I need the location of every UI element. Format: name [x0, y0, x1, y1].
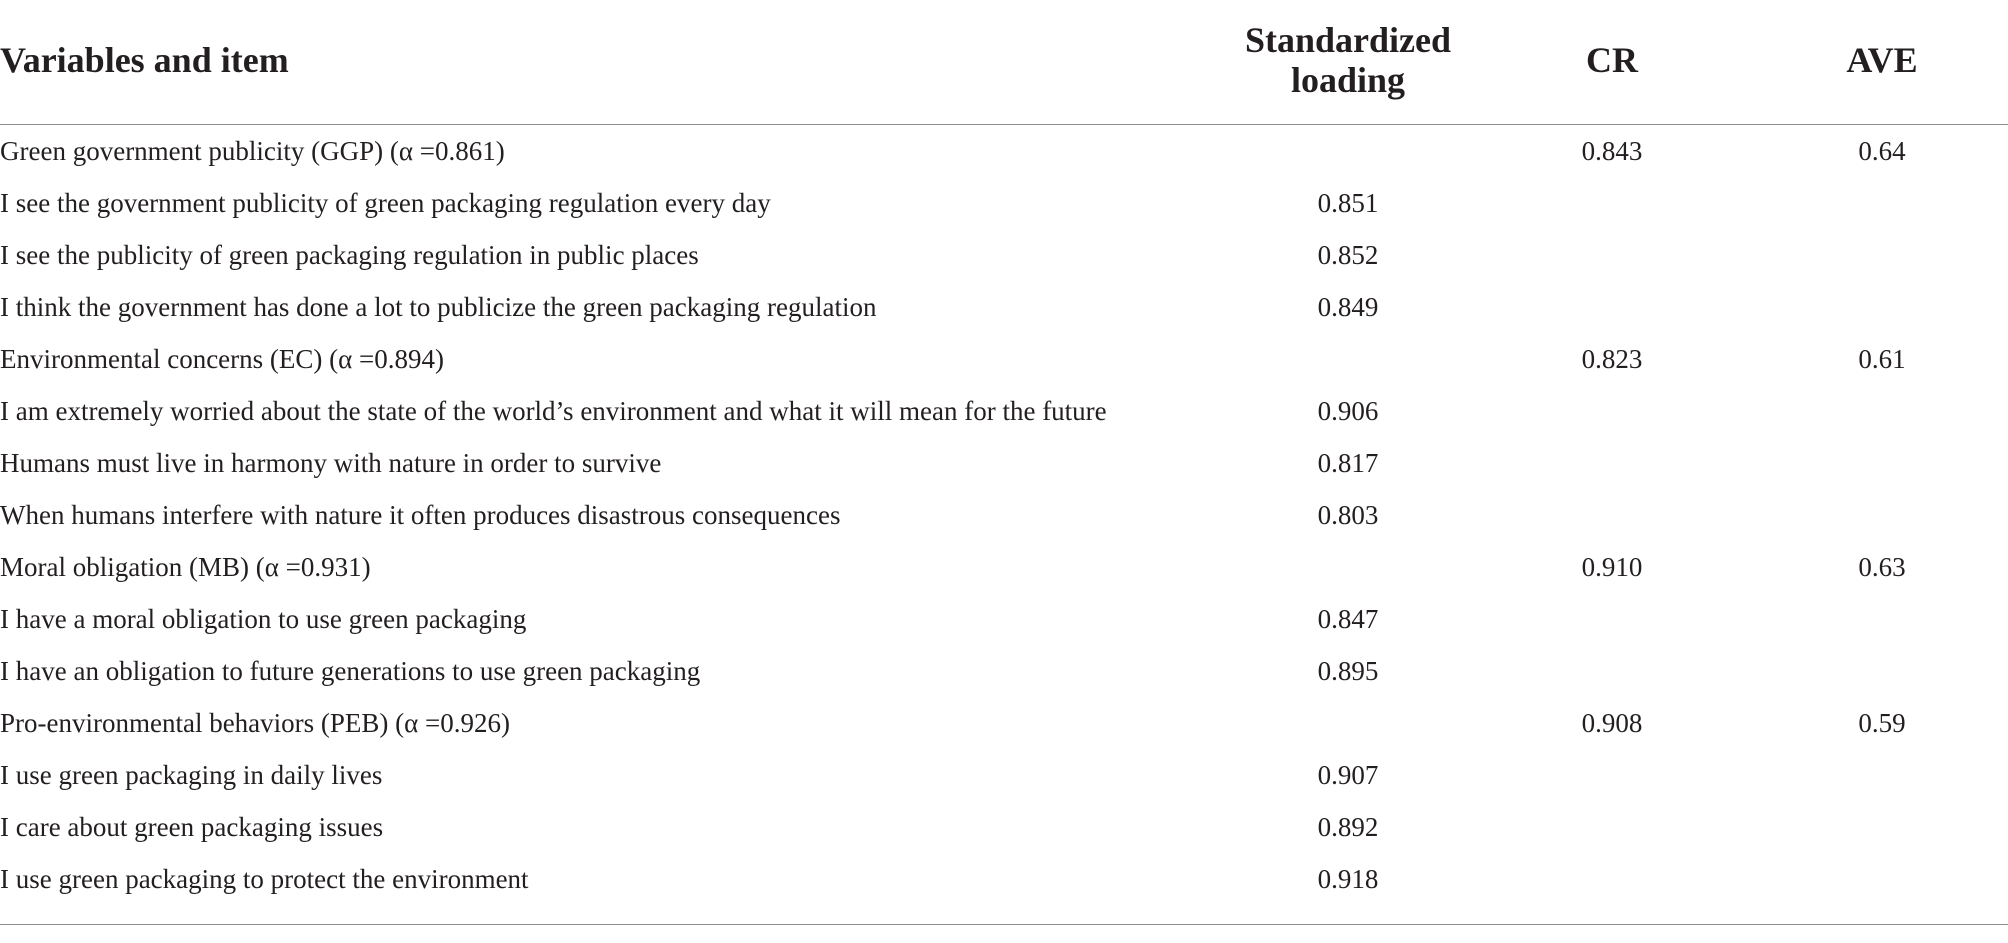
table-row [0, 177, 2008, 229]
cell-standardized-loading: 0.918 [1317, 864, 1379, 894]
cell-item: Moral obligation (MB) (α =0.931) [0, 552, 371, 582]
table-body [0, 125, 2008, 905]
table-row [0, 853, 2008, 905]
cell-standardized-loading: 0.817 [1317, 448, 1379, 478]
table-row [0, 541, 2008, 593]
cell-item: I see the government publicity of green packaging regulation every day [0, 188, 771, 218]
cell-ave: 0.61 [1858, 344, 1906, 374]
cell-standardized-loading: 0.895 [1317, 656, 1379, 686]
cell-standardized-loading: 0.907 [1317, 760, 1379, 790]
cell-item: Green government publicity (GGP) (α =0.861) [0, 136, 505, 166]
cell-item: I have a moral obligation to use green packaging [0, 604, 527, 634]
table-row [0, 281, 2008, 333]
cell-standardized-loading: 0.849 [1317, 292, 1379, 322]
cell-item: When humans interfere with nature it often produces disastrous consequences [0, 500, 841, 530]
cell-item: I think the government has done a lot to publicize the green packaging regulation [0, 292, 877, 322]
cell-ave: 0.63 [1858, 552, 1906, 582]
cell-item: I see the publicity of green packaging regulation in public places [0, 240, 699, 270]
cell-item: I use green packaging in daily lives [0, 760, 383, 790]
table-row [0, 229, 2008, 281]
table-row [0, 489, 2008, 541]
cell-item: Pro-environmental behaviors (PEB) (α =0.926) [0, 708, 511, 738]
cell-item: I am extremely worried about the state of the world’s environment and what it will mean for the future [0, 396, 1107, 426]
cell-standardized-loading: 0.852 [1317, 240, 1379, 270]
cell-item: I have an obligation to future generations to use green packaging [0, 656, 701, 686]
cell-cr: 0.910 [1581, 552, 1643, 582]
table-header [0, 0, 2008, 125]
table-row [0, 801, 2008, 853]
cell-item: I use green packaging to protect the environment [0, 864, 529, 894]
header-variables-and-item: Variables and item [0, 40, 289, 80]
table-row [0, 593, 2008, 645]
table-row [0, 437, 2008, 489]
cell-standardized-loading: 0.851 [1317, 188, 1379, 218]
cell-cr: 0.908 [1581, 708, 1643, 738]
cell-item: Environmental concerns (EC) (α =0.894) [0, 344, 444, 374]
table-row [0, 645, 2008, 697]
cell-standardized-loading: 0.892 [1317, 812, 1379, 842]
cell-cr: 0.823 [1581, 344, 1643, 374]
cell-standardized-loading: 0.803 [1317, 500, 1379, 530]
cell-cr: 0.843 [1581, 136, 1643, 166]
cell-item: I care about green packaging issues [0, 812, 384, 842]
cell-standardized-loading: 0.847 [1317, 604, 1379, 634]
table-row [0, 749, 2008, 801]
header-cr: CR [1586, 40, 1638, 80]
table-row [0, 125, 2008, 177]
cell-standardized-loading: 0.906 [1317, 396, 1379, 426]
cell-ave: 0.64 [1858, 136, 1906, 166]
bottom-rule [0, 924, 2008, 925]
header-ave: AVE [1846, 40, 1918, 80]
cell-ave: 0.59 [1858, 708, 1906, 738]
table-row [0, 333, 2008, 385]
cell-item: Humans must live in harmony with nature in order to survive [0, 448, 662, 478]
table-row [0, 385, 2008, 437]
table-row [0, 697, 2008, 749]
header-standardized-loading: Standardized loading [1244, 20, 1452, 100]
